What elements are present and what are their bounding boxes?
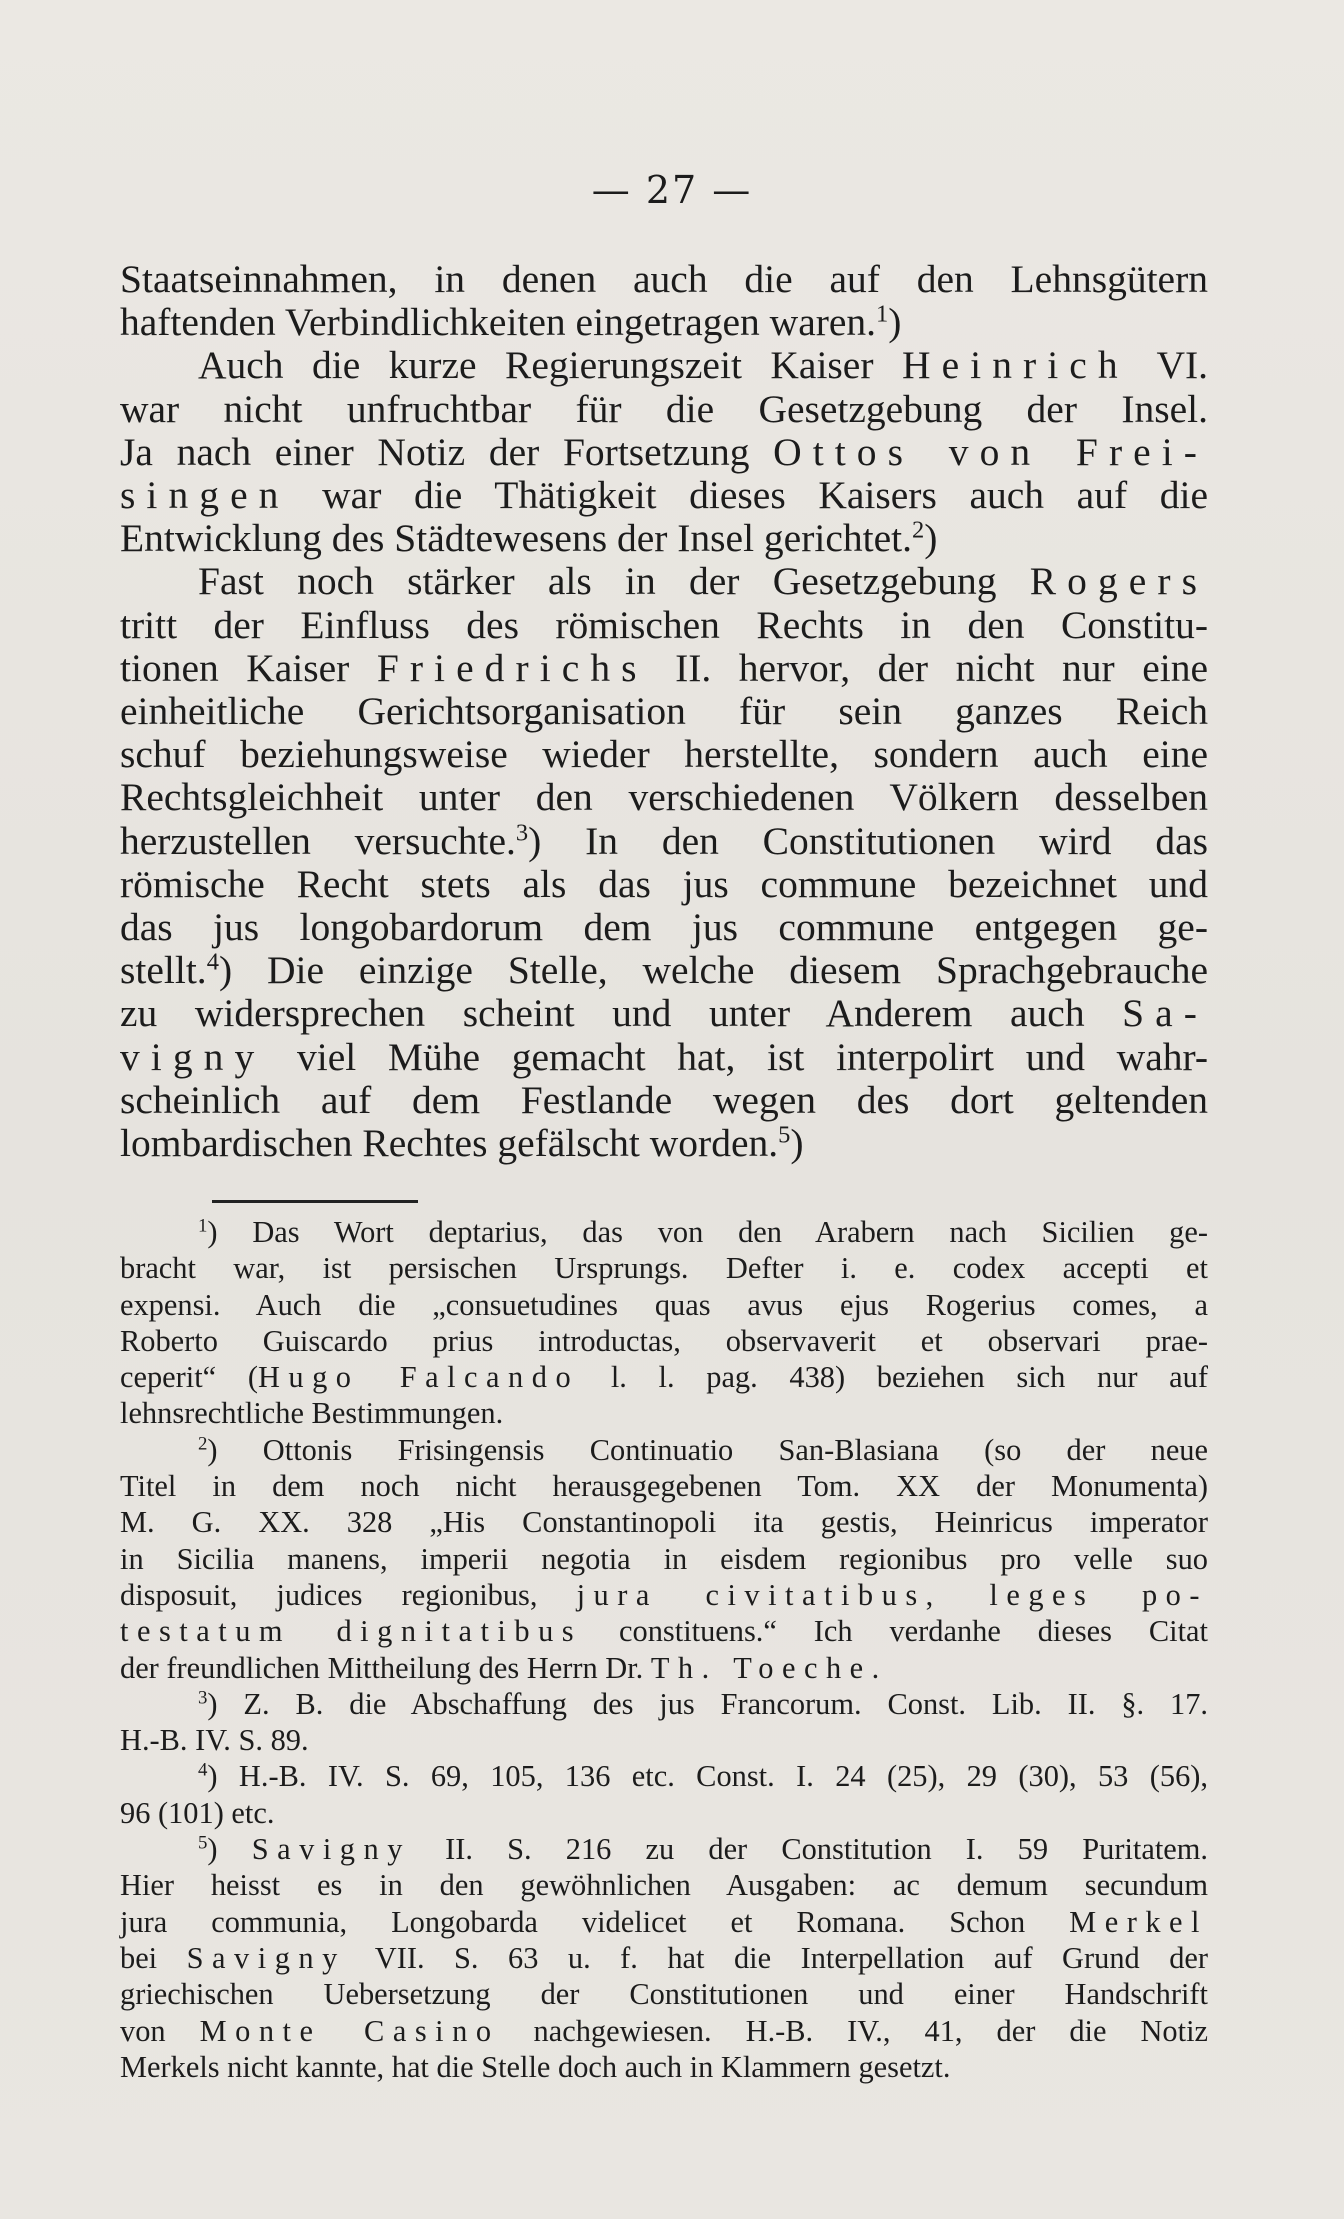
text-run: jura communia, Longobarda videlicet et Romana. Schon	[120, 1904, 1070, 1939]
text-line	[120, 517, 1208, 560]
text-run: )	[207, 1832, 252, 1867]
text-run: Entwicklung des Städtewesens der Insel gerichtet.	[120, 516, 912, 561]
footnote-line	[120, 1504, 1208, 1540]
footnote-line	[120, 1758, 1208, 1794]
footnote-line	[120, 1214, 1208, 1250]
footnote-line	[120, 1577, 1208, 1613]
text-run: nachgewiesen. H.-B. IV., 41, der die Notiz	[499, 2013, 1209, 2048]
text-line	[120, 1122, 1208, 1165]
footnote-marker: 4	[198, 1760, 208, 1782]
text-run: Hier heisst es in den gewöhnlichen Ausgaben: ac demum secundum	[120, 1868, 1208, 1903]
footnote-line	[120, 1976, 1208, 2012]
text-run: haftenden Verbindlichkeiten eingetragen waren.	[120, 300, 877, 345]
text-run: )	[924, 516, 938, 561]
text-run: das jus longobardorum dem jus commune entgegen ge-	[120, 905, 1208, 950]
footnote-line	[120, 1359, 1208, 1395]
footnote-marker: 2	[911, 516, 925, 544]
text-run: ) H.-B. IV. S. 69, 105, 136 etc. Const. I. 24 (25), 29 (30), 53 (56),	[207, 1759, 1208, 1794]
text-line	[120, 604, 1208, 647]
spaced-name: Merkel	[1069, 1904, 1208, 1939]
footnote-line	[120, 2013, 1208, 2049]
text-run: ) Z. B. die Abschaffung des jus Francorum. Const. Lib. II. §. 17.	[207, 1686, 1208, 1721]
text-run: Fast noch stärker als in der Gesetzgebung	[198, 559, 1030, 604]
text-line	[120, 949, 1208, 992]
text-run: scheinlich auf dem Festlande wegen des dort geltenden	[120, 1077, 1208, 1122]
spaced-name: singen	[120, 473, 290, 518]
text-line	[120, 560, 1208, 603]
footnote-line	[120, 1541, 1208, 1577]
text-run: constituens.“ Ich verdanhe dieses Citat	[582, 1614, 1208, 1649]
text-run: römische Recht stets als das jus commune bezeichnet und	[120, 861, 1208, 906]
footnote-line	[120, 1395, 1208, 1431]
footnote-marker: 1	[198, 1215, 208, 1237]
text-run: bracht war, ist persischen Ursprungs. Defter i. e. codex accepti et	[120, 1251, 1208, 1286]
text-line	[120, 776, 1208, 819]
spaced-name: Heinrich	[901, 343, 1129, 388]
text-line	[120, 431, 1208, 474]
text-line	[120, 301, 1208, 344]
text-run: tritt der Einfluss des römischen Rechts in den Constitu-	[120, 602, 1208, 647]
text-run: l. l. pag. 438) beziehen sich nur auf	[579, 1360, 1208, 1395]
text-run: )	[790, 1121, 804, 1166]
footnote-marker: 3	[198, 1687, 208, 1709]
footnote-line	[120, 1250, 1208, 1286]
footnote-marker: 3	[515, 819, 529, 847]
text-line	[120, 906, 1208, 949]
spaced-name: Monte Casino	[199, 2013, 500, 2048]
text-run: 96 (101) etc.	[120, 1795, 275, 1830]
footnote-marker: 1	[876, 300, 889, 328]
text-line	[120, 1079, 1208, 1122]
text-line	[120, 992, 1208, 1035]
text-run: expensi. Auch die „consuetudines quas avus ejus Rogerius comes, a	[120, 1287, 1208, 1322]
footnote-line	[120, 1722, 1208, 1758]
text-run: lehnsrechtliche Bestimmungen.	[120, 1396, 504, 1431]
text-run: einheitliche Gerichtsorganisation für sein ganzes Reich	[120, 689, 1208, 734]
footnote-line	[120, 1867, 1208, 1903]
main-text	[120, 258, 1208, 1165]
text-line	[120, 690, 1208, 733]
text-run: von	[120, 2013, 200, 2048]
text-run: )	[888, 300, 902, 345]
text-run: war nicht unfruchtbar für die Gesetzgebung der Insel.	[120, 386, 1208, 431]
text-run: viel Mühe gemacht hat, ist interpolirt und wahr-	[265, 1034, 1208, 1079]
text-run: war die Thätigkeit dieses Kaisers auch auf die	[289, 473, 1208, 518]
text-run: Staatseinnahmen, in denen auch die auf den Lehnsgütern	[120, 257, 1208, 301]
footnote-line	[120, 1686, 1208, 1722]
text-line	[120, 863, 1208, 906]
spaced-name: Hugo Falcando	[257, 1360, 580, 1395]
footnote-line	[120, 1831, 1208, 1867]
text-run: in Sicilia manens, imperii negotia in eisdem regionibus pro velle suo	[120, 1541, 1208, 1576]
footnote-line	[120, 1323, 1208, 1359]
text-run: Rechtsgleichheit unter den verschiedenen Völkern desselben	[120, 775, 1208, 820]
text-run: Titel in dem noch nicht herausgegebenen Tom. XX der Monumenta)	[120, 1469, 1208, 1504]
spaced-name: vigny	[120, 1034, 266, 1079]
text-run: griechischen Uebersetzung der Constitutionen und einer Handschrift	[120, 1977, 1208, 2012]
footnote-marker: 4	[206, 948, 219, 976]
spaced-name: Ottos von Frei-	[773, 429, 1209, 474]
footnote-line	[120, 1468, 1208, 1504]
text-run: ) Die einzige Stelle, welche diesem Sprachgebrauche	[218, 948, 1208, 993]
text-line	[120, 258, 1208, 301]
text-run: schuf beziehungsweise wieder herstellte, sondern auch eine	[120, 732, 1208, 777]
footnotes	[120, 1214, 1208, 2085]
spaced-name: Sa-	[1122, 991, 1208, 1036]
footnote-line	[120, 1287, 1208, 1323]
footnote-line	[120, 1795, 1208, 1831]
text-run: lombardischen Rechtes gefälscht worden.	[120, 1121, 779, 1166]
text-line	[120, 344, 1208, 387]
text-run: II. hervor, der nicht nur eine	[647, 645, 1208, 690]
page-number: — 27 —	[591, 168, 753, 212]
spaced-name: Th. Toeche.	[650, 1650, 888, 1685]
footnote-line	[120, 2049, 1208, 2085]
text-run: der freundlichen Mittheilung des Herrn Dr.	[120, 1650, 651, 1685]
text-run: VI.	[1128, 343, 1208, 388]
footnote-line	[120, 1650, 1208, 1686]
text-run: bei	[120, 1940, 187, 1975]
spaced-name: Friedrichs	[376, 645, 648, 690]
text-run: Ja nach einer Notiz der Fortsetzung	[120, 429, 774, 474]
text-run: Merkels nicht kannte, hat die Stelle doch auch in Klammern gesetzt.	[120, 2049, 951, 2084]
text-run: ) Das Wort deptarius, das von den Arabern nach Sicilien ge-	[207, 1215, 1208, 1249]
text-run: disposuit, judices regionibus,	[120, 1577, 577, 1612]
text-run: ) In den Constitutionen wird das	[528, 818, 1208, 863]
text-run: ) Ottonis Frisingensis Continuatio San-Blasiana (so der neue	[207, 1432, 1208, 1467]
footnote-line	[120, 1940, 1208, 1976]
footnote-marker: 5	[778, 1121, 791, 1149]
spaced-name: Savigny	[251, 1832, 411, 1867]
text-run: Auch die kurze Regierungszeit Kaiser	[198, 343, 902, 388]
text-run: stellt.	[120, 948, 207, 993]
text-line	[120, 474, 1208, 517]
footnote-line	[120, 1904, 1208, 1940]
text-run: Roberto Guiscardo prius introductas, observaverit et observari prae-	[120, 1323, 1208, 1358]
footnote-marker: 2	[198, 1433, 208, 1455]
spaced-name: Rogers	[1029, 559, 1208, 604]
spaced-name: jura civitatibus, leges po-	[576, 1577, 1209, 1612]
spaced-name: testatum dignitatibus	[120, 1614, 583, 1649]
footnote-line	[120, 1613, 1208, 1649]
text-run: II. S. 216 zu der Constitution I. 59 Puritatem.	[410, 1832, 1209, 1867]
spaced-name: Savigny	[186, 1940, 346, 1975]
text-run: VII. S. 63 u. f. hat die Interpellation auf Grund der	[345, 1940, 1209, 1975]
footnote-marker: 5	[198, 1832, 208, 1854]
text-line	[120, 820, 1208, 863]
text-line	[120, 388, 1208, 431]
text-run: herzustellen versuchte.	[120, 818, 516, 863]
footnote-line	[120, 1432, 1208, 1468]
text-line	[120, 733, 1208, 776]
text-line	[120, 1036, 1208, 1079]
footnote-rule	[212, 1200, 418, 1203]
text-line	[120, 647, 1208, 690]
text-run: tionen Kaiser	[120, 645, 377, 690]
text-run: M. G. XX. 328 „His Constantinopoli ita gestis, Heinricus imperator	[120, 1505, 1208, 1540]
text-run: ceperit“ (	[120, 1360, 258, 1395]
text-run: zu widersprechen scheint und unter Anderem auch	[120, 991, 1123, 1036]
text-run: H.-B. IV. S. 89.	[120, 1723, 309, 1758]
